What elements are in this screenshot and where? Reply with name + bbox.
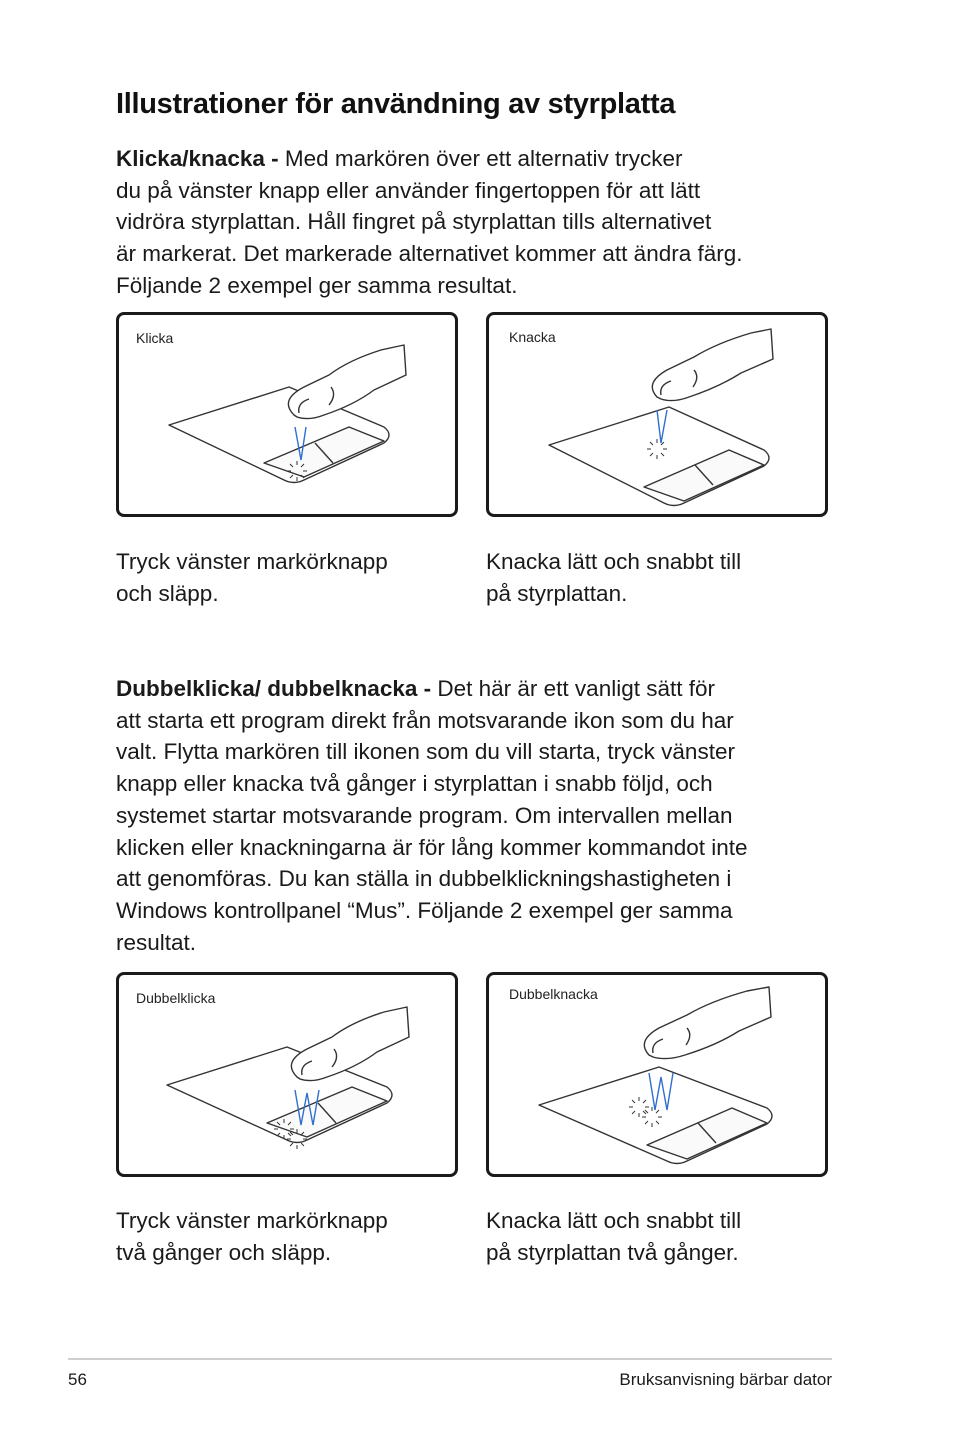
paragraph-line: Följande 2 exempel ger samma resultat.: [116, 272, 518, 298]
caption-line: två gånger och släpp.: [116, 1239, 332, 1265]
paragraph-line: valt. Flytta markören till ikonen som du vill starta, tryck vänster: [116, 739, 735, 765]
paragraph-line: Det här är ett vanligt sätt för: [437, 676, 715, 701]
section-click-tap-lead: Klicka/knacka -: [116, 146, 279, 171]
caption-line: och släpp.: [116, 580, 219, 606]
section-double-click-lead: Dubbelklicka/ dubbelknacka -: [116, 676, 432, 701]
touchpad-finger-double-click-graphic: [119, 975, 455, 1174]
illustration-label: Dubbelklicka: [136, 990, 216, 1006]
section-click-tap-text: [116, 143, 836, 302]
illustration-double-tap: [486, 972, 828, 1177]
caption-line: på styrplattan.: [486, 580, 628, 606]
illustration-double-click: [116, 972, 458, 1177]
page-number: 56: [68, 1370, 87, 1389]
footer-doc-title: Bruksanvisning bärbar dator: [619, 1370, 832, 1389]
illustration-caption: [116, 546, 388, 609]
paragraph-line: du på vänster knapp eller använder fingertoppen för att lätt: [116, 177, 701, 203]
paragraph-line: att genomföras. Du kan ställa in dubbelklickningshastigheten i: [116, 866, 732, 892]
illustration-click: [116, 312, 458, 517]
illustration-caption: [116, 1205, 388, 1268]
paragraph-line: klicken eller knackningarna är för lång kommer kommandot inte: [116, 834, 748, 860]
caption-line: på styrplattan två gånger.: [486, 1239, 739, 1265]
paragraph-line: knapp eller knacka två gånger i styrplattan i snabb följd, och: [116, 771, 713, 797]
touchpad-finger-tap-graphic: [489, 315, 825, 514]
illustration-caption: [486, 1205, 741, 1268]
illustration-tap: [486, 312, 828, 517]
footer-divider: [68, 1358, 832, 1360]
paragraph-line: vidröra styrplattan. Håll fingret på styrplattan tills alternativet: [116, 209, 712, 235]
illustration-label: Knacka: [509, 329, 556, 345]
illustration-caption: [486, 546, 741, 609]
caption-line: Knacka lätt och snabbt till: [486, 1208, 742, 1233]
page-title: Illustrationer för användning av styrplatta: [116, 88, 676, 120]
illustration-label: Dubbelknacka: [509, 986, 598, 1002]
paragraph-line: systemet startar motsvarande program. Om intervallen mellan: [116, 802, 733, 828]
caption-line: Knacka lätt och snabbt till: [486, 549, 742, 574]
touchpad-finger-click-graphic: [119, 315, 455, 514]
paragraph-line: resultat.: [116, 929, 197, 955]
paragraph-line: Windows kontrollpanel “Mus”. Följande 2 exempel ger samma: [116, 897, 733, 923]
paragraph-line: är markerat. Det markerade alternativet kommer att ändra färg.: [116, 241, 743, 267]
caption-line: Tryck vänster markörknapp: [116, 549, 388, 574]
caption-line: Tryck vänster markörknapp: [116, 1208, 388, 1233]
paragraph-line: att starta ett program direkt från motsvarande ikon som du har: [116, 707, 734, 733]
paragraph-line: Med markören över ett alternativ trycker: [284, 146, 683, 171]
touchpad-finger-double-tap-graphic: [489, 975, 825, 1174]
section-double-click-text: [116, 673, 836, 958]
illustration-label: Klicka: [136, 330, 174, 346]
